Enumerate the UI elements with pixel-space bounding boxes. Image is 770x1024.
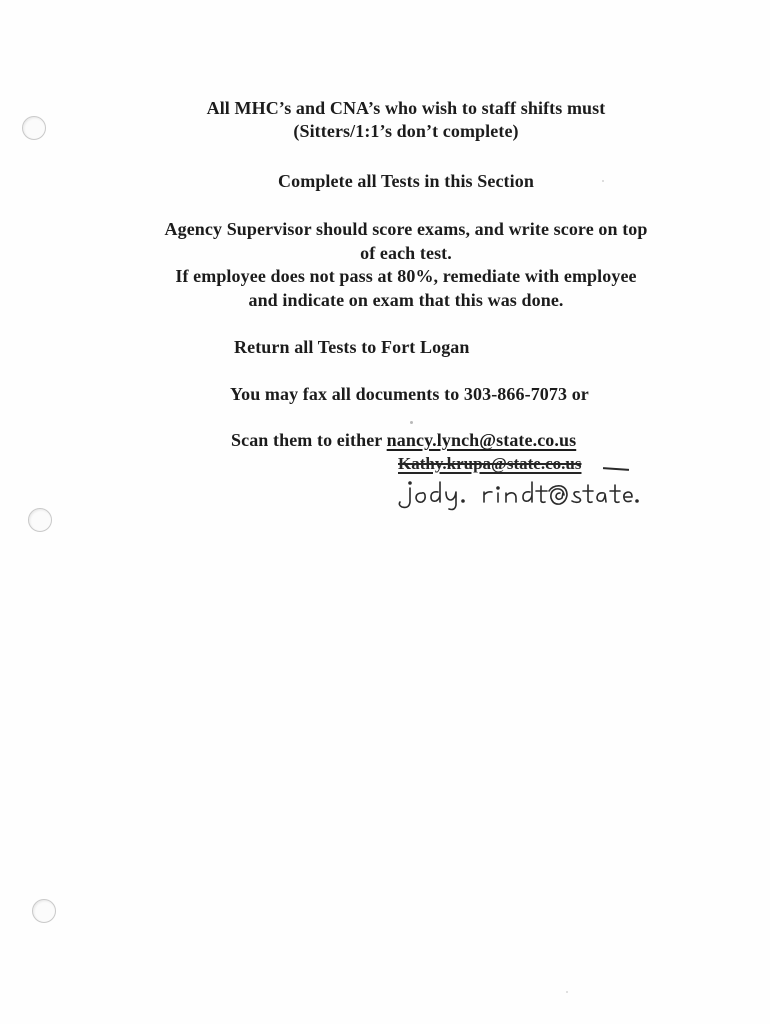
scan-speck (602, 180, 604, 182)
heading-line-2: (Sitters/1:1’s don’t complete) (293, 121, 519, 141)
remediate-instruction-line-2: and indicate on exam that this was done. (248, 290, 564, 310)
punch-hole-middle (28, 508, 52, 532)
handwritten-email (396, 478, 648, 514)
struck-out-email: Kathy.krupa@state.co.us (398, 454, 582, 473)
scan-speck (410, 421, 413, 424)
fax-instruction: You may fax all documents to 303-866-7073 or (230, 384, 589, 404)
instruction-complete-tests: Complete all Tests in this Section (278, 171, 534, 191)
supervisor-instruction-line-2: of each test. (360, 243, 452, 263)
strike-through-tail-mark (603, 467, 629, 471)
scan-speck (566, 991, 568, 993)
scan-instruction (231, 430, 576, 451)
return-tests-instruction: Return all Tests to Fort Logan (234, 337, 470, 357)
heading-line-1: All MHC’s and CNA’s who wish to staff shifts must (206, 98, 606, 118)
primary-email-link[interactable]: nancy.lynch@state.co.us (386, 430, 577, 450)
punch-hole-bottom (32, 899, 56, 923)
scan-prefix-text: Scan them to either (231, 430, 387, 450)
supervisor-instruction-line-1: Agency Supervisor should score exams, and write score on top (164, 219, 648, 239)
remediate-instruction-line-1: If employee does not pass at 80%, remediate with employee (175, 266, 637, 286)
